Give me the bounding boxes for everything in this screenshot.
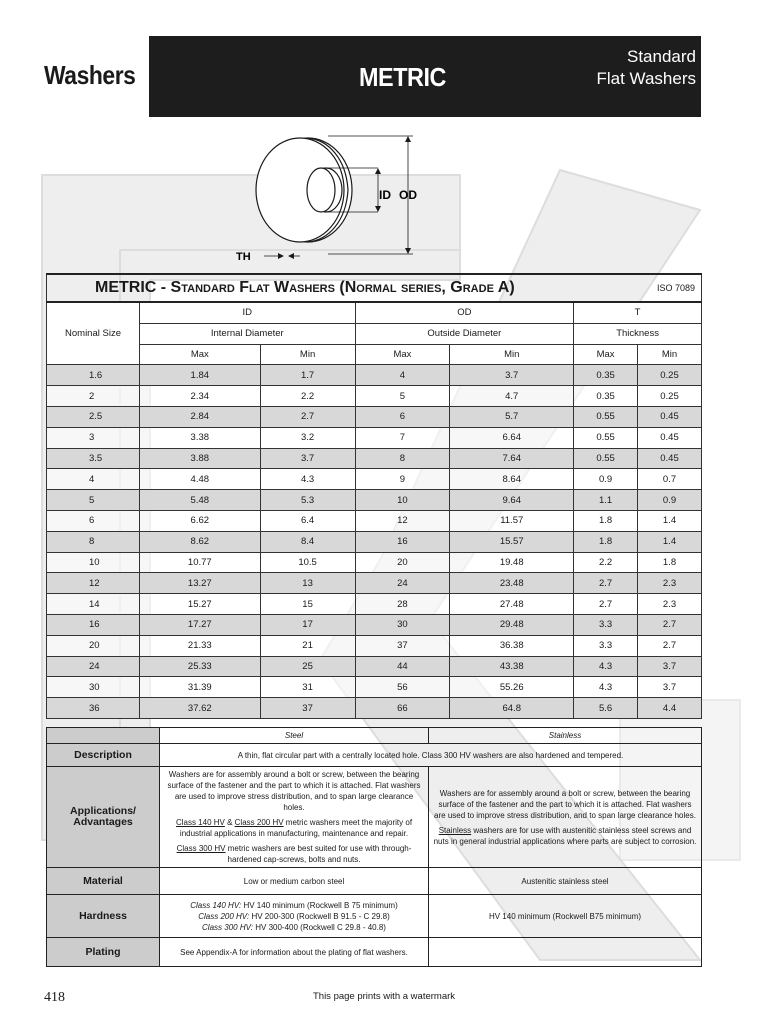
t-min-header: Min [638,344,702,365]
table-cell: 1.4 [638,510,702,531]
table-cell: 0.55 [574,448,638,469]
table-cell: 0.55 [574,427,638,448]
watermark-note: This page prints with a watermark [312,991,456,1002]
t-max-header: Max [574,344,638,365]
table-cell: 6 [355,406,450,427]
description-row [47,744,702,767]
id-min-header: Min [260,344,355,365]
od-label: OD [399,188,417,202]
table-cell: 16 [47,614,140,635]
table-row [47,552,702,573]
table-cell: 3.7 [450,365,574,386]
id-label: ID [379,188,391,202]
table-cell: 2.7 [574,573,638,594]
table-cell: 2.3 [638,594,702,615]
table-cell: 6.62 [140,510,261,531]
class-140-link: Class 140 HV [175,818,225,827]
steel-app-paragraph-3: Class 300 HV metric washers are best suited for use with through-hardened cap-screws, bolts and nuts. [176,844,412,864]
table-cell: 0.7 [638,469,702,490]
table-row [47,386,702,407]
table-title-row [47,274,702,302]
id-max-header: Max [140,344,261,365]
table-cell: 2.7 [260,406,355,427]
table-cell: 3.2 [260,427,355,448]
table-row [47,469,702,490]
table-cell: 23.48 [450,573,574,594]
table-cell: 2.7 [638,614,702,635]
table-cell: 4.4 [638,698,702,719]
stainless-app-paragraph-1: Washers are for assembly around a bolt or screw, between the bearing surface of the fastener and the part to which it is attached. Flat washers are used to improve stress distribution, and to span large clearance holes. [434,788,696,820]
specifications-table [46,727,702,967]
section-title: Washers [44,60,136,90]
table-cell: 19.48 [450,552,574,573]
table-cell: 10.5 [260,552,355,573]
band-subtitle-line2: Flat Washers [596,69,696,88]
table-cell: 1.8 [574,510,638,531]
table-cell: 6.4 [260,510,355,531]
table-cell: 0.9 [638,490,702,511]
table-cell: 4 [355,365,450,386]
hardness-row [47,895,702,938]
table-cell: 8 [47,531,140,552]
table-cell: 12 [47,573,140,594]
table-title: METRIC - Standard Flat Washers (Normal series, Grade A) [95,279,515,296]
table-cell: 7.64 [450,448,574,469]
table-cell: 0.25 [638,365,702,386]
table-cell: 21 [260,635,355,656]
table-cell: 0.9 [574,469,638,490]
table-cell: 2.7 [574,594,638,615]
table-cell: 37 [260,698,355,719]
table-cell: 14 [47,594,140,615]
group-code-row [47,302,702,323]
table-cell: 4.3 [574,677,638,698]
table-cell: 2.34 [140,386,261,407]
table-cell: 0.35 [574,386,638,407]
table-cell: 21.33 [140,635,261,656]
header-band [149,36,701,117]
table-cell: 20 [47,635,140,656]
table-cell: 1.4 [638,531,702,552]
table-row [47,614,702,635]
material-steel: Low or medium carbon steel [160,868,429,895]
hardness-stainless: HV 140 minimum (Rockwell B75 minimum) [429,895,702,938]
table-row [47,510,702,531]
table-cell: 0.45 [638,448,702,469]
table-cell: 9.64 [450,490,574,511]
table-row [47,531,702,552]
table-cell: 13.27 [140,573,261,594]
table-cell: 24 [47,656,140,677]
table-cell: 3 [47,427,140,448]
table-cell: 20 [355,552,450,573]
table-cell: 3.3 [574,614,638,635]
table-cell: 2.7 [638,635,702,656]
table-cell: 10 [355,490,450,511]
id-code-header: ID [140,302,356,323]
table-cell: 2 [47,386,140,407]
table-cell: 12 [355,510,450,531]
table-cell: 8.4 [260,531,355,552]
table-cell: 4.7 [450,386,574,407]
table-cell: 16 [355,531,450,552]
t-name-header: Thickness [574,323,702,344]
id-name-header: Internal Diameter [140,323,356,344]
table-cell: 24 [355,573,450,594]
table-cell: 11.57 [450,510,574,531]
table-cell: 5 [47,490,140,511]
plating-steel: See Appendix-A for information about the plating of flat washers. [160,938,429,967]
table-cell: 1.1 [574,490,638,511]
table-cell: 56 [355,677,450,698]
table-cell: 9 [355,469,450,490]
table-cell: 1.84 [140,365,261,386]
table-cell: 64.8 [450,698,574,719]
table-cell: 2.5 [47,406,140,427]
od-name-header: Outside Diameter [355,323,574,344]
steel-applications [160,767,429,868]
table-cell: 8.62 [140,531,261,552]
table-cell: 25.33 [140,656,261,677]
table-cell: 30 [355,614,450,635]
table-cell: 15.27 [140,594,261,615]
od-code-header: OD [355,302,574,323]
table-cell: 29.48 [450,614,574,635]
table-row [47,406,702,427]
table-cell: 6 [47,510,140,531]
table-cell: 5.7 [450,406,574,427]
table-cell: 4 [47,469,140,490]
t-code-header: T [574,302,702,323]
table-row [47,677,702,698]
group-name-row [47,323,702,344]
table-cell: 55.26 [450,677,574,698]
stainless-column-header: Stainless [429,728,702,744]
table-row [47,656,702,677]
table-cell: 1.6 [47,365,140,386]
table-row [47,698,702,719]
table-cell: 8.64 [450,469,574,490]
washer-diagram [228,128,428,270]
material-stainless: Austenitic stainless steel [429,868,702,895]
plating-label: Plating [47,938,160,967]
table-cell: 3.7 [260,448,355,469]
page-number: 418 [44,990,65,1005]
class-200-link: Class 200 HV [234,818,284,827]
iso-standard: ISO 7089 [656,283,695,293]
table-cell: 5.6 [574,698,638,719]
table-cell: 17 [260,614,355,635]
table-cell: 44 [355,656,450,677]
table-cell: 43.38 [450,656,574,677]
table-cell: 15 [260,594,355,615]
table-cell: 5 [355,386,450,407]
table-cell: 30 [47,677,140,698]
th-label: TH [236,251,251,263]
table-cell: 37 [355,635,450,656]
table-row [47,594,702,615]
applications-label: Applications/ Advantages [47,767,160,868]
table-cell: 25 [260,656,355,677]
description-label: Description [47,744,160,767]
band-subtitle-line1: Standard [627,47,696,66]
table-cell: 3.7 [638,656,702,677]
table-cell: 3.88 [140,448,261,469]
table-row [47,448,702,469]
table-cell: 2.2 [574,552,638,573]
od-max-header: Max [355,344,450,365]
table-cell: 27.48 [450,594,574,615]
table-row [47,427,702,448]
washer-dimensions-table [46,273,702,719]
spec-header-row [47,728,702,744]
table-cell: 28 [355,594,450,615]
table-cell: 0.45 [638,406,702,427]
table-cell: 2.3 [638,573,702,594]
table-cell: 17.27 [140,614,261,635]
table-cell: 7 [355,427,450,448]
table-cell: 4.3 [260,469,355,490]
table-cell: 0.25 [638,386,702,407]
stainless-applications [429,767,702,868]
table-row [47,573,702,594]
table-cell: 36 [47,698,140,719]
hardness-label: Hardness [47,895,160,938]
band-title: METRIC [359,62,447,92]
class-300-link: Class 300 HV [176,844,226,853]
table-cell: 37.62 [140,698,261,719]
table-cell: 31 [260,677,355,698]
steel-app-paragraph-1: Washers are for assembly around a bolt or screw, between the bearing surface of the fastener and the part to which it is attached. Flat washers are used to improve stress distribution, and to span large clearance holes. [167,770,421,812]
table-cell: 5.3 [260,490,355,511]
steel-column-header: Steel [160,728,429,744]
table-cell: 2.84 [140,406,261,427]
applications-row [47,767,702,868]
table-cell: 10 [47,552,140,573]
table-cell: 1.8 [638,552,702,573]
table-cell: 15.57 [450,531,574,552]
table-cell: 13 [260,573,355,594]
max-min-row [47,344,702,365]
table-row [47,635,702,656]
stainless-app-paragraph-2: Stainless washers are for use with austenitic stainless steel screws and nuts in general industrial applications where parts are subject to corrosion. [433,825,697,846]
table-cell: 0.45 [638,427,702,448]
steel-app-paragraph-2: Class 140 HV & Class 200 HV metric washers meet the majority of industrial applications in manufacturing, maintenance and repair. [175,818,413,838]
table-cell: 31.39 [140,677,261,698]
hardness-steel: Class 140 HV: HV 140 minimum (Rockwell B 75 minimum) Class 200 HV: HV 200-300 (Rockwell B 91.5 - C 29.8) Class 300 HV: HV 300-400 (Rockwell C 29.8 - 40.8) [160,895,429,938]
table-row [47,490,702,511]
table-cell: 1.8 [574,531,638,552]
plating-row [47,938,702,967]
table-cell: 10.77 [140,552,261,573]
table-cell: 4.48 [140,469,261,490]
band-subtitle [596,46,696,90]
table-cell: 3.3 [574,635,638,656]
table-row [47,365,702,386]
table-cell: 8 [355,448,450,469]
table-cell: 3.7 [638,677,702,698]
description-text: A thin, flat circular part with a centrally located hole. Class 300 HV washers are also hardened and tempered. [160,744,702,767]
table-cell: 0.35 [574,365,638,386]
table-cell: 4.3 [574,656,638,677]
od-min-header: Min [450,344,574,365]
material-label: Material [47,868,160,895]
table-cell: 3.38 [140,427,261,448]
table-cell: 36.38 [450,635,574,656]
table-cell: 2.2 [260,386,355,407]
table-cell: 66 [355,698,450,719]
nominal-size-header: Nominal Size [47,302,140,365]
plating-stainless [429,938,702,967]
table-cell: 6.64 [450,427,574,448]
table-cell: 0.55 [574,406,638,427]
table-cell: 5.48 [140,490,261,511]
stainless-word: Stainless [438,825,472,835]
table-cell: 1.7 [260,365,355,386]
material-row [47,868,702,895]
table-cell: 3.5 [47,448,140,469]
